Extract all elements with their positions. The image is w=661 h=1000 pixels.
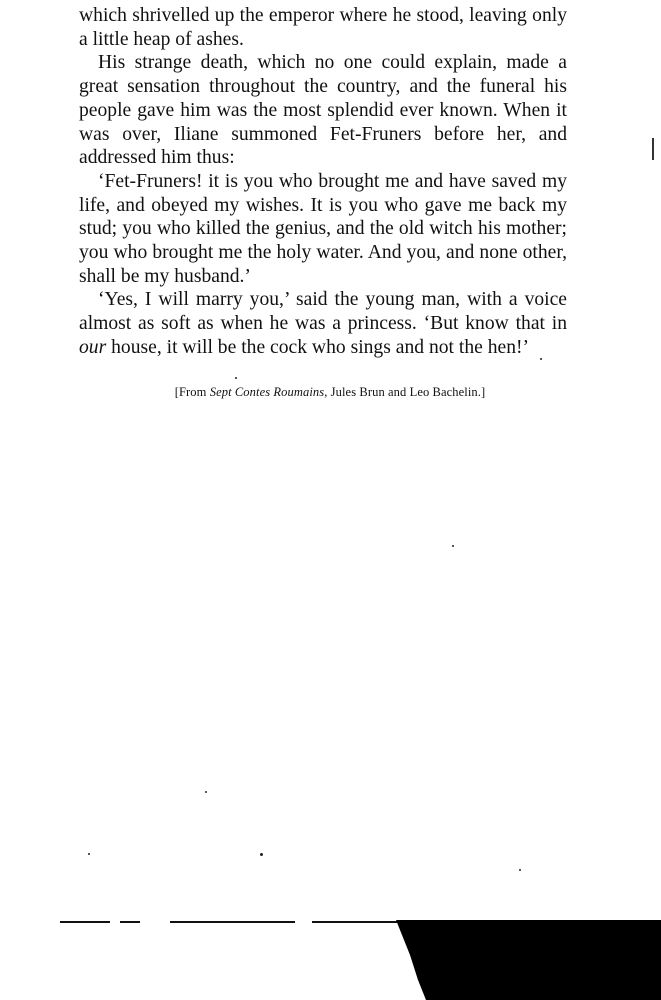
bottom-rule xyxy=(120,921,140,923)
paragraph-4-text-after: house, it will be the cock who sings and not the hen!’ xyxy=(106,336,530,358)
scan-speck xyxy=(260,853,263,856)
bottom-rule xyxy=(312,921,402,923)
citation-suffix: , Jules Brun and Leo Bachelin.] xyxy=(324,385,486,399)
scan-speck xyxy=(452,545,454,547)
paragraph-4-italic-word: our xyxy=(79,336,107,358)
scan-speck xyxy=(88,853,90,855)
scan-speck xyxy=(235,377,237,379)
citation-prefix: [From xyxy=(174,385,210,399)
body-text xyxy=(79,4,567,360)
paragraph-3: ‘Fet-Fruners! it is you who brought me and have saved my life, and obeyed my wishes. It is you who gave me back my stud; you who killed the genius, and the old witch his mother; you who brought me the holy water. And you, and none other, shall be my husband.’ xyxy=(79,170,567,287)
scan-speck xyxy=(205,791,207,793)
paragraph-1: which shrivelled up the emperor where he stood, leaving only a little heap of ashes. xyxy=(79,5,567,50)
scan-speck xyxy=(540,358,542,360)
paragraph-4 xyxy=(79,288,567,359)
scan-speck xyxy=(519,869,521,871)
page-edge-shadow xyxy=(396,920,661,1000)
paragraph-4-text-before: ‘Yes, I will marry you,’ said the young man, with a voice almost as soft as when he was a princess. ‘But know that in xyxy=(79,289,567,335)
bottom-rule xyxy=(60,921,110,923)
citation-title: Sept Contes Roumains xyxy=(209,385,325,399)
margin-scan-mark xyxy=(652,138,654,160)
source-citation xyxy=(140,385,520,400)
bottom-rule xyxy=(170,921,295,923)
paragraph-2: His strange death, which no one could explain, made a great sensation throughout the country, and the funeral his people gave him was the most splendid ever known. When it was over, Iliane summoned Fet-Fruners before her, and addressed him thus: xyxy=(79,52,567,169)
